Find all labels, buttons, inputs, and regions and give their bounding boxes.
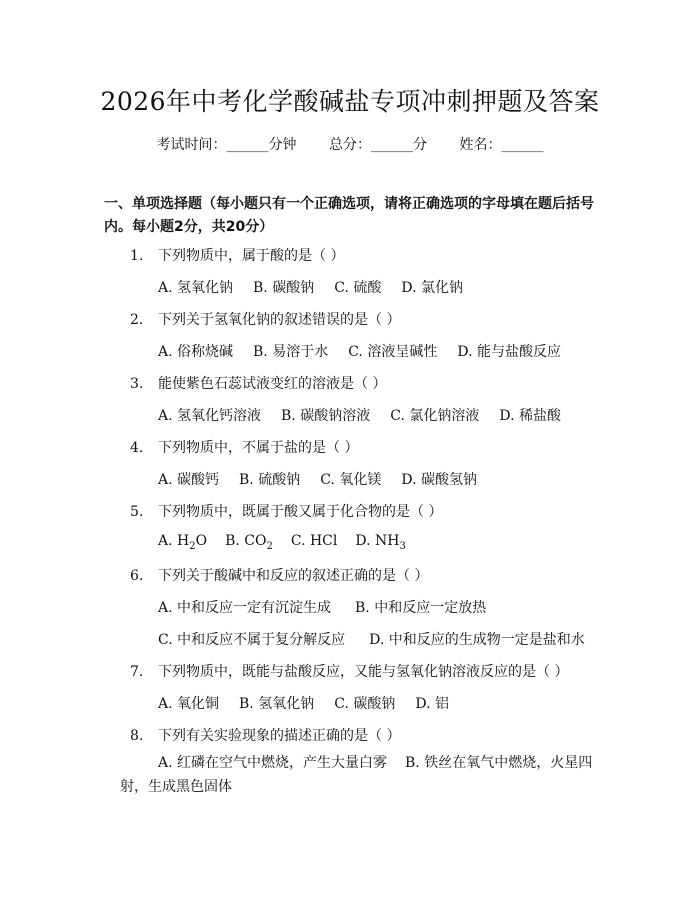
page-title: 2026年中考化学酸碱盐专项冲刺押题及答案 <box>100 87 600 116</box>
option-c: C. 溶液呈碱性 <box>348 344 438 360</box>
option-c: C. 碳酸钠 <box>334 696 396 712</box>
question-text: 下列物质中，既能与盐酸反应，又能与氢氧化钠溶液反应的是（ ） <box>158 664 569 680</box>
question-text: 下列物质中，属于酸的是（ ） <box>158 248 345 264</box>
option-a: A. 俗称烧碱 <box>158 344 234 360</box>
question-text: 下列关于酸碱中和反应的叙述正确的是（ ） <box>158 568 429 584</box>
question-number: 8. <box>130 728 144 744</box>
option-b: B. 硫酸钠 <box>239 472 301 488</box>
question-8 <box>130 725 400 745</box>
question-6-options-line2 <box>158 629 605 649</box>
question-text: 下列有关实验现象的描述正确的是（ ） <box>158 728 401 744</box>
question-1-options <box>158 277 483 297</box>
question-8-options <box>120 751 600 799</box>
option-a: A. 中和反应一定有沉淀生成 <box>158 600 332 616</box>
option-c: C. 氧化镁 <box>320 472 382 488</box>
question-4-options <box>158 469 497 489</box>
question-number: 4. <box>130 440 144 456</box>
option-c: C. HCl <box>290 533 338 549</box>
question-number: 7. <box>130 664 144 680</box>
option-d: D. 碳酸氢钠 <box>401 472 477 488</box>
option-b: B. 碳酸钠溶液 <box>281 408 371 424</box>
question-text: 下列关于氢氧化钠的叙述错误的是（ ） <box>158 312 401 328</box>
option-b: B. 中和反应一定放热 <box>355 600 487 616</box>
question-3 <box>130 373 386 393</box>
total-score-field: 总分：______分 <box>329 137 427 153</box>
question-5-options <box>158 533 426 552</box>
option-d: D. 能与盐酸反应 <box>457 344 561 360</box>
option-c: C. 中和反应不属于复分解反应 <box>158 632 346 648</box>
question-1 <box>130 245 344 265</box>
question-text: 能使紫色石蕊试液变红的溶液是（ ） <box>158 376 387 392</box>
question-number: 1. <box>130 248 144 264</box>
question-6-options-line1 <box>158 597 506 617</box>
option-d: D. 氯化钠 <box>401 280 463 296</box>
option-c: C. 硫酸 <box>334 280 382 296</box>
option-a: A. 碳酸钙 <box>158 472 220 488</box>
option-c: C. 氯化钠溶液 <box>390 408 480 424</box>
option-b: B. 易溶于水 <box>253 344 329 360</box>
student-name-field: 姓名：______ <box>459 137 544 153</box>
question-2 <box>130 309 400 329</box>
option-a: A. 氢氧化钙溶液 <box>158 408 262 424</box>
option-a: A. $H_2O$ <box>158 533 208 552</box>
question-7 <box>130 661 568 681</box>
option-b: B. $CO_2$ <box>225 533 273 552</box>
question-number: 6. <box>130 568 144 584</box>
section-heading: 一、单项选择题（每小题只有一个正确选项，请将正确选项的字母填在题后括号内。每小题2分，共20分） <box>104 196 594 235</box>
option-b: B. 铁丝在氧气中燃烧，火星四射，生成黑色固体 <box>120 755 593 795</box>
question-number: 5. <box>130 504 144 520</box>
question-5 <box>130 501 442 521</box>
exam-info-line <box>0 134 700 154</box>
option-b: B. 碳酸钠 <box>253 280 315 296</box>
option-a: A. 氢氧化钠 <box>158 280 234 296</box>
question-number: 2. <box>130 312 144 328</box>
option-d: D. 稀盐酸 <box>499 408 561 424</box>
question-2-options <box>158 341 581 361</box>
question-6 <box>130 565 428 585</box>
question-3-options <box>158 405 581 425</box>
option-d: D. 中和反应的生成物一定是盐和水 <box>369 632 585 648</box>
option-a: A. 氧化铜 <box>158 696 220 712</box>
question-number: 3. <box>130 376 144 392</box>
question-4 <box>130 437 358 457</box>
exam-time-field: 考试时间：______分钟 <box>156 137 297 153</box>
option-d: D. $NH_3$ <box>355 533 406 552</box>
option-d: D. 铝 <box>415 696 449 712</box>
option-b: B. 氢氧化钠 <box>239 696 315 712</box>
question-7-options <box>158 693 469 713</box>
question-text: 下列物质中，不属于盐的是（ ） <box>158 440 359 456</box>
question-text: 下列物质中，既属于酸又属于化合物的是（ ） <box>158 504 443 520</box>
option-a: A. 红磷在空气中燃烧，产生大量白雾 <box>158 755 388 771</box>
